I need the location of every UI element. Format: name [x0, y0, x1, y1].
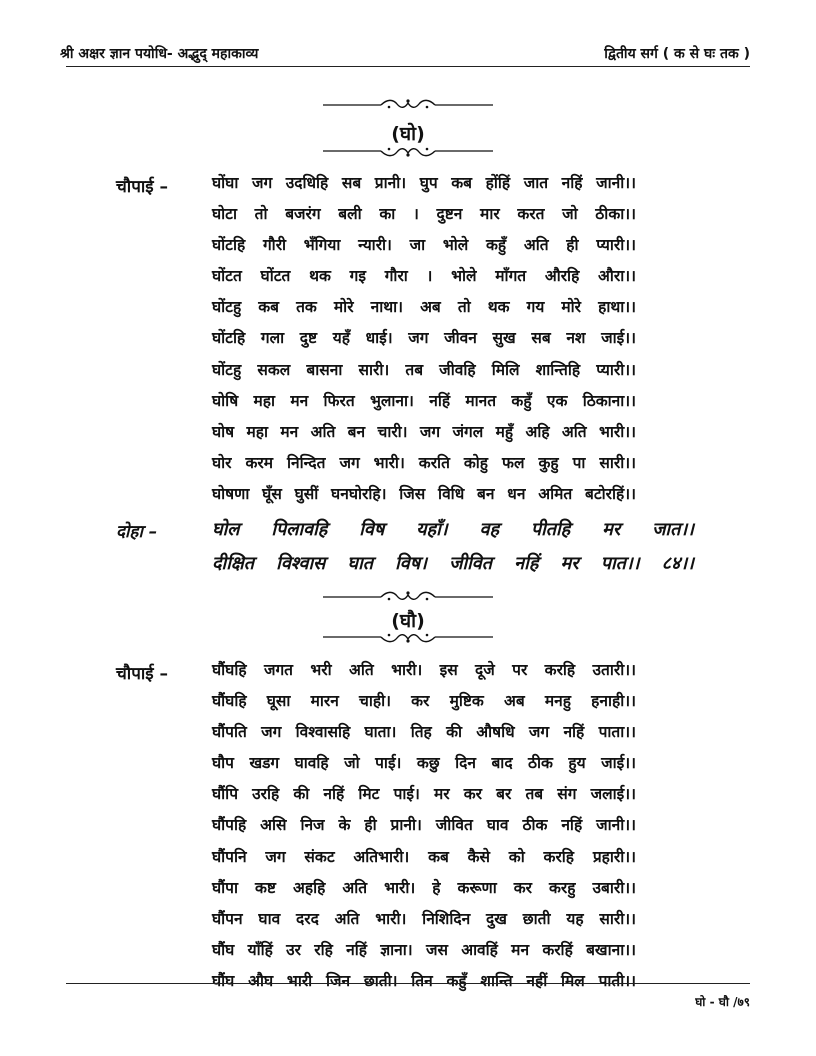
footer-rule [66, 983, 750, 984]
verse-line: घौप खडग घावहि जो पाई। कछु दिन बाद ठीक हुय जाई।। [212, 754, 636, 773]
verse-line: घौंपहि असि निज के ही प्रानी। जीवित घाव ठीक नहिं जानी।। [212, 816, 636, 835]
verse-line: घोंटहि गला दुष्ट यहँ धाई। जग जीवन सुख सब नश जाई।। [212, 329, 636, 348]
verse-line: घौंपि उरहि की नहिं मिट पाई। मर कर बर तब संग जलाई।। [212, 785, 636, 804]
verse-line: घौंघहि घूसा मारन चाही। कर मुष्टिक अब मनहु हनाही।। [212, 692, 636, 711]
ornament-divider-icon [323, 96, 493, 114]
doha-verses [212, 513, 694, 581]
page-number: घो - घौ /७९ [695, 995, 750, 1009]
ornament-divider-icon [323, 628, 493, 646]
verse-line: घौंघ औघ भारी जिन छाती। तिन कहुँ शान्ति नहीं मिल पाती।। [212, 971, 636, 990]
section-heading-ghau: (घौ) [391, 610, 425, 632]
verse-line: घौंघ याँहिं उर रहि नहिं ज्ञाना। जस आवहिं मन करहिं बखाना।। [212, 940, 636, 959]
verse-line: घोषि महा मन फिरत भुलाना। नहिं मानत कहुँ एक ठिकाना।। [212, 391, 636, 410]
verse-line: घौंपति जग विश्वासहि घाता। तिह की औषधि जग नहिं पाता।। [212, 723, 636, 742]
verse-line: घोंटहि गौरी भँगिया न्यारी। जा भोले कहुँ अति ही प्यारी।। [212, 236, 636, 255]
header-title: श्री अक्षर ज्ञान पयोधि- अद्भुद् महाकाव्य [60, 46, 259, 62]
verse-line: घोंटहु सकल बासना सारी। तब जीवहि मिलि शान्तिहि प्यारी।। [212, 360, 636, 379]
chaupai-label: चौपाई – [116, 664, 169, 684]
section-heading-gho: (घो) [391, 123, 425, 145]
ornament-divider-icon [323, 588, 493, 606]
verse-line: घौंपन घाव दरद अति भारी। निशिदिन दुख छाती यह सारी।। [212, 909, 636, 928]
doha-label: दोहा – [116, 522, 158, 542]
doha-line: दीक्षित विश्वास घात विष। जीवित नहिं मर पात।। ८४।। [212, 553, 694, 574]
header-rule [66, 66, 750, 67]
chaupai-verses [212, 655, 636, 997]
verse-line: घोर करम निन्दित जग भारी। करति कोहु फल कुहु पा सारी।। [212, 453, 636, 472]
verse-line: घोषणा घूँस घुसीं घनघोरहि। जिस विधि बन धन अमित बटोरहिं।। [212, 484, 636, 503]
verse-line: घोंटत घोंटत थक गइ गौरा । भोले माँगत औरहि औरा।। [212, 267, 636, 286]
verse-line: घोष महा मन अति बन चारी। जग जंगल महुँ अहि अति भारी।। [212, 422, 636, 441]
verse-line: घौंपा कष्ट अहहि अति भारी। हे करूणा कर करहु उबारी।। [212, 878, 636, 897]
doha-line: घोल पिलावहि विष यहाँ। वह पीतहि मर जात।। [212, 519, 694, 540]
chapter-title: द्वितीय सर्ग ( क से घः तक ) [604, 46, 750, 62]
verse-line: घोंघा जग उदधिहि सब प्रानी। घुप कब होंहिं जात नहिं जानी।। [212, 174, 636, 192]
verse-line: घोटा तो बजरंग बली का । दुष्टन मार करत जो ठीका।। [212, 205, 636, 224]
verse-line: घौंघहि जगत भरी अति भारी। इस दूजे पर करहि उतारी।। [212, 661, 636, 679]
chaupai-verses [212, 168, 636, 510]
verse-line: घौंपनि जग संकट अतिभारी। कब कैसे को करहि प्रहारी।। [212, 847, 636, 866]
chaupai-label: चौपाई – [116, 177, 169, 197]
ornament-divider-icon [323, 142, 493, 160]
verse-line: घोंटहु कब तक मोरे नाथा। अब तो थक गय मोरे हाथा।। [212, 298, 636, 317]
